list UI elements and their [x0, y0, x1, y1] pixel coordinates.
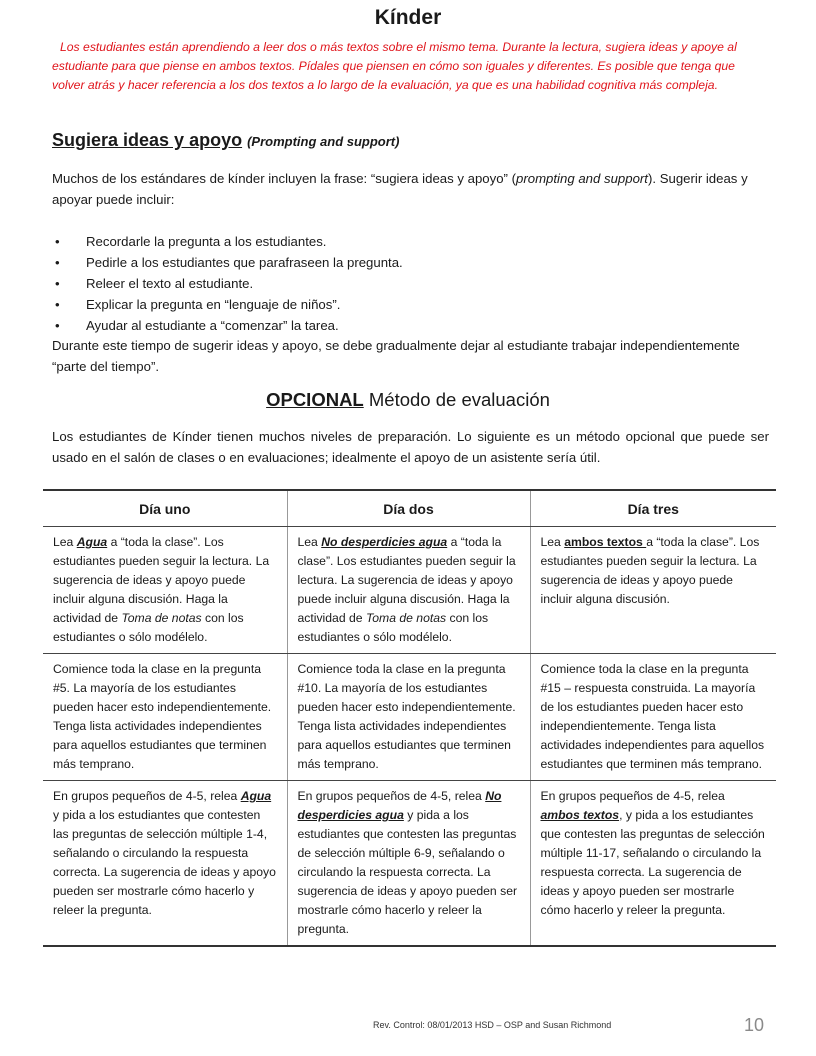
cell-text: Lea	[297, 535, 322, 549]
bullet-dot: •	[55, 234, 60, 249]
evaluation-intro: Los estudiantes de Kínder tienen muchos niveles de preparación. Lo siguiente es un método opcional que puede ser usado en el salón de clases o en evaluaciones; idealmente el apoyo de un asistente sería útil.	[52, 429, 769, 465]
cell-text: a “toda la clase”. Los estudiantes pueden seguir la lectura. La sugerencia de ideas y apoyo puede incluir alguna discusión. Haga la actividad de	[297, 535, 516, 625]
table-cell	[530, 781, 776, 947]
footer-revision: Rev. Control: 08/01/2013 HSD – OSP and Susan Richmond	[373, 1020, 612, 1030]
bullet-dot: •	[55, 297, 60, 312]
cell-text: a “toda la clase”. Los estudiantes pueden seguir la lectura. La sugerencia de ideas y apoyo puede incluir alguna discusión.	[540, 535, 760, 606]
prompting-para-italic: prompting and support	[516, 171, 648, 186]
text-title: Agua	[76, 535, 108, 549]
cell-text: , y pida a los estudiantes que contesten las preguntas de selección múltiple 11-17, señalando o circulando la respuesta correcta. La sugerencia de ideas y apoyo pueden ser mostrarle cómo hacerlo y releer la pregunta.	[540, 808, 765, 917]
page-number: 10	[744, 1015, 765, 1035]
cell-text: y pida a los estudiantes que contesten las preguntas de selección múltiple 6-9, señalando o circulando la respuesta correcta. La sugerencia de ideas y apoyo pueden ser mostrarle cómo hacerlo y releer la pregunta.	[297, 808, 518, 936]
evaluation-plan-table	[43, 489, 776, 947]
bullet-text: Releer el texto al estudiante.	[86, 276, 254, 291]
cell-text: con los estudiantes o sólo modélelo.	[53, 611, 244, 644]
table-cell	[287, 781, 530, 947]
table-cell	[43, 527, 287, 654]
intro-text: Los estudiantes están aprendiendo a leer dos o más textos sobre el mismo tema. Durante la lectura, sugiera ideas y apoye al estudiante para que piense en ambos textos. Pídales que piensen en cómo son iguales y diferentes. Es posible que tenga que volver atrás y hacer referencia a los dos textos a lo largo de la evaluación, ya que es una habilidad cognitiva más compleja.	[52, 40, 737, 92]
bullet-text: Pedirle a los estudiantes que parafraseen la pregunta.	[86, 255, 403, 270]
page-title: Kínder	[374, 6, 442, 29]
bullet-text: Ayudar al estudiante a “comenzar” la tarea.	[86, 318, 339, 333]
cell-text: Lea	[53, 535, 77, 549]
evaluation-heading-optional: OPCIONAL	[266, 389, 364, 410]
prompting-closing: Durante este tiempo de sugerir ideas y apoyo, se debe gradualmente dejar al estudiante trabajar independientemente “parte del tiempo”.	[52, 338, 740, 374]
bullet-item	[52, 294, 764, 315]
prompting-heading-main: Sugiera ideas y apoyo	[52, 130, 243, 150]
prompting-heading-sub: (Prompting and support)	[247, 134, 400, 149]
cell-text: con los estudiantes o sólo modélelo.	[297, 611, 489, 644]
cell-text: En grupos pequeños de 4-5, relea	[297, 789, 486, 803]
activity-name: Toma de notas	[365, 611, 447, 625]
activity-name: Toma de notas	[121, 611, 202, 625]
evaluation-heading	[0, 389, 816, 411]
bullet-item	[52, 252, 764, 273]
prompting-paragraph	[52, 168, 764, 210]
table-cell	[43, 781, 287, 947]
bullet-dot: •	[55, 255, 60, 270]
cell-text: y pida a los estudiantes que contesten las preguntas de selección múltiple 1-4, señalando o circulando la respuesta correcta. La sugerencia de ideas y apoyo pueden ser mostrarle cómo hacerlo y releer la pregunta.	[53, 808, 276, 917]
table-row	[43, 527, 776, 654]
table-row	[43, 781, 776, 947]
bullet-item	[52, 315, 764, 336]
table-cell: Comience toda la clase en la pregunta #15 – respuesta construida. La mayoría de los estudiantes pueden hacer esto independientemente. Tenga lista actividades independientes para aquellos estudiantes que terminen más temprano.	[530, 654, 776, 781]
prompting-para-a: Muchos de los estándares de kínder incluyen la frase: “sugiera ideas y apoyo” (	[52, 171, 517, 186]
prompting-bullet-list	[52, 231, 764, 336]
bullet-text: Recordarle la pregunta a los estudiantes.	[86, 234, 327, 249]
cell-text: En grupos pequeños de 4-5, relea	[540, 789, 725, 803]
intro-paragraph	[52, 38, 767, 95]
table-cell	[530, 527, 776, 654]
text-title: No desperdicies agua	[321, 535, 448, 549]
table-cell: Comience toda la clase en la pregunta #10. La mayoría de los estudiantes pueden hacer esto independientemente. Tenga lista actividades independientes para aquellos estudiantes que terminen más temprano.	[287, 654, 530, 781]
cell-text: En grupos pequeños de 4-5, relea	[53, 789, 241, 803]
prompting-heading	[52, 130, 399, 151]
header-day-one: Día uno	[43, 490, 287, 527]
prompting-para-b: ). Sugerir ideas y apoyar puede incluir:	[52, 171, 748, 207]
text-title: ambos textos	[540, 808, 620, 822]
table-row	[43, 654, 776, 781]
bullet-item	[52, 273, 764, 294]
cell-text: a “toda la clase”. Los estudiantes pueden seguir la lectura. La sugerencia de ideas y apoyo puede incluir alguna discusión. Haga la actividad de	[53, 535, 270, 625]
cell-text: Lea	[540, 535, 565, 549]
bullet-item	[52, 231, 764, 252]
header-day-three: Día tres	[530, 490, 776, 527]
bullet-dot: •	[55, 318, 60, 333]
table-cell	[287, 527, 530, 654]
table-cell: Comience toda la clase en la pregunta #5. La mayoría de los estudiantes pueden hacer esto independientemente. Tenga lista actividades independientes para aquellos estudiantes que terminen más temprano.	[43, 654, 287, 781]
bullet-text: Explicar la pregunta en “lenguaje de niños”.	[86, 297, 341, 312]
text-title: Agua	[240, 789, 272, 803]
text-title: No desperdicies agua	[297, 789, 502, 822]
bullet-dot: •	[55, 276, 60, 291]
table-header-row	[43, 490, 776, 527]
text-title: ambos textos	[564, 535, 647, 549]
header-day-two: Día dos	[287, 490, 530, 527]
evaluation-heading-rest: Método de evaluación	[363, 389, 550, 410]
